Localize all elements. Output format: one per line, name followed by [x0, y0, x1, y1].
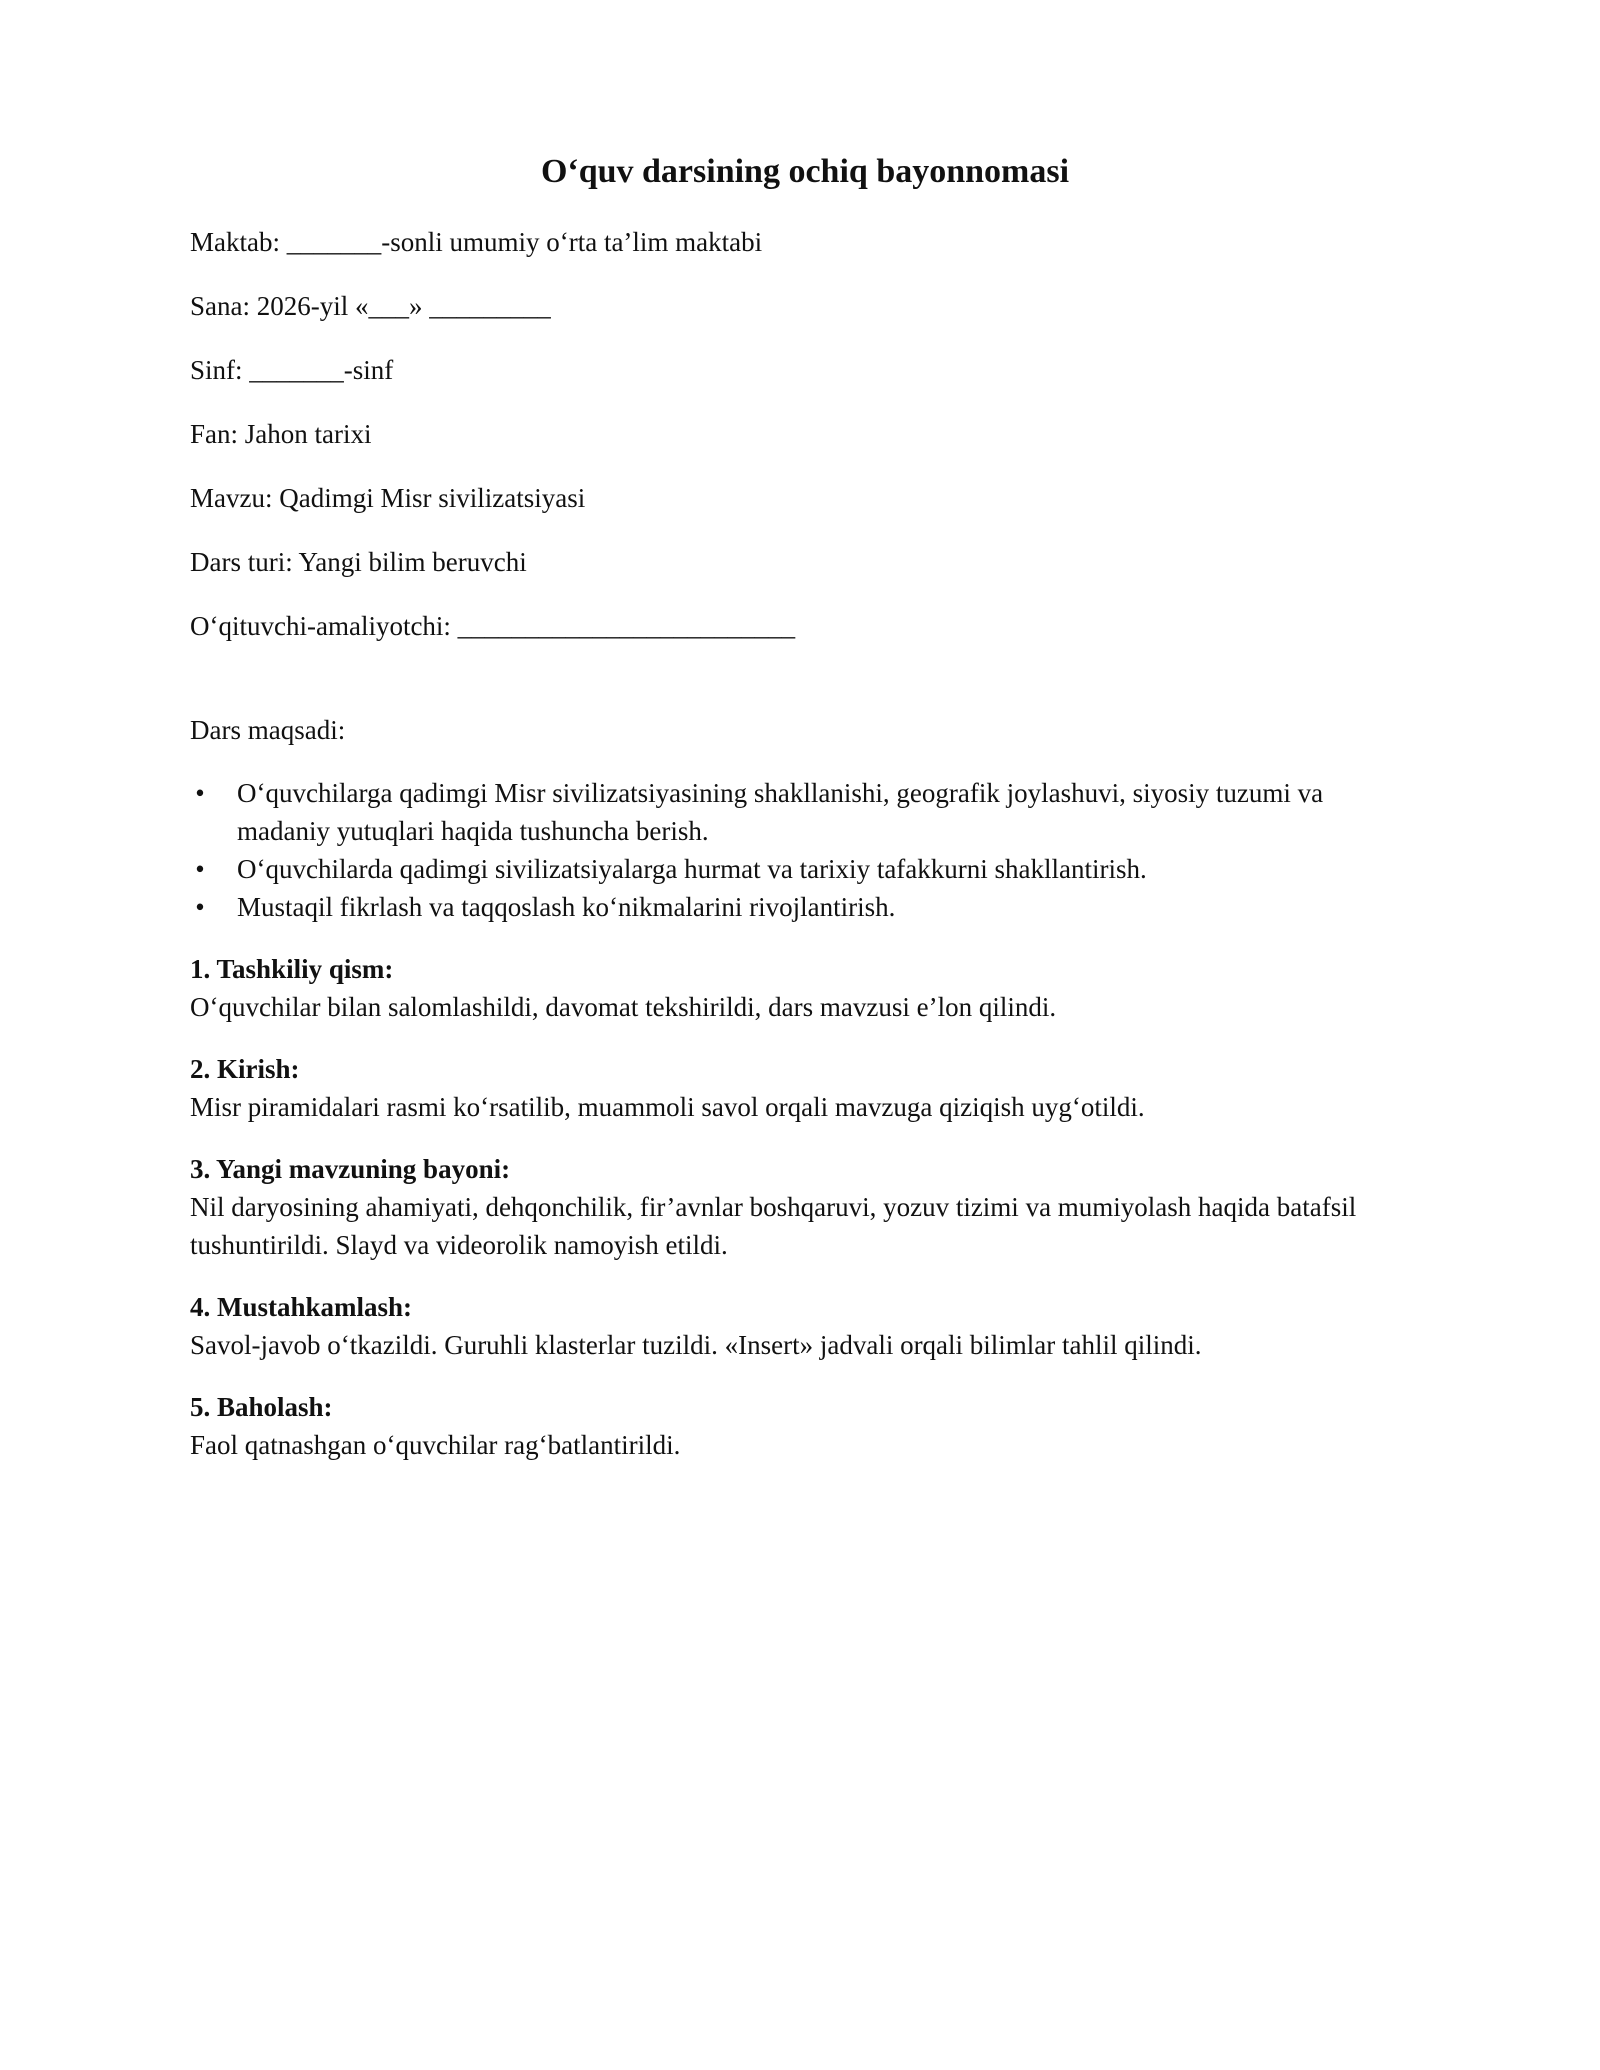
document-content: [190, 150, 1420, 1488]
field-date: Sana: 2026-yil «___» _________: [190, 291, 551, 321]
section-reinforcement: [190, 1288, 1420, 1364]
goal-item: [190, 888, 1420, 926]
document-title: O‘quv darsining ochiq bayonnomasi: [540, 153, 1070, 190]
field-class: Sinf: _______-sinf: [190, 355, 394, 385]
goal-item: [190, 774, 1420, 850]
section-heading: 2. Kirish:: [190, 1054, 300, 1084]
section-body: O‘quvchilar bilan salomlashildi, davomat tekshirildi, dars mavzusi e’lon qilindi.: [190, 992, 1057, 1022]
section-heading: 1. Tashkiliy qism:: [190, 954, 394, 984]
section-new-topic: [190, 1150, 1420, 1264]
goal-item: [190, 850, 1420, 888]
section-organizational: [190, 950, 1420, 1026]
bullet-icon: •: [195, 854, 205, 884]
section-body: Faol qatnashgan o‘quvchilar rag‘batlantirildi.: [190, 1430, 681, 1460]
section-introduction: [190, 1050, 1420, 1126]
field-trainee-teacher: O‘qituvchi-amaliyotchi: _________________________: [190, 611, 796, 641]
section-heading: 4. Mustahkamlash:: [190, 1292, 413, 1322]
section-body: Nil daryosining ahamiyati, dehqonchilik, fir’avnlar boshqaruvi, yozuv tizimi va mumiyolash haqida batafsil tushuntirildi. Slayd va videorolik namoyish etildi.: [190, 1192, 1357, 1260]
goals-list: [190, 774, 1420, 926]
section-heading: 3. Yangi mavzuning bayoni:: [190, 1154, 511, 1184]
bullet-icon: •: [195, 892, 205, 922]
field-subject: Fan: Jahon tarixi: [190, 419, 372, 449]
section-heading: 5. Baholash:: [190, 1392, 333, 1422]
section-body: Savol-javob o‘tkazildi. Guruhli klasterlar tuzildi. «Insert» jadvali orqali bilimlar tahlil qilindi.: [190, 1330, 1202, 1360]
bullet-icon: •: [195, 778, 205, 808]
goal-text: O‘quvchilarda qadimgi sivilizatsiyalarga hurmat va tarixiy tafakkurni shakllantirish.: [237, 854, 1147, 884]
spacer: [190, 672, 1420, 712]
goal-text: Mustaqil fikrlash va taqqoslash ko‘nikmalarini rivojlantirish.: [237, 892, 896, 922]
field-school: Maktab: _______-sonli umumiy o‘rta ta’lim maktabi: [190, 227, 763, 257]
section-assessment: [190, 1388, 1420, 1464]
field-topic: Mavzu: Qadimgi Misr sivilizatsiyasi: [190, 483, 586, 513]
section-body: Misr piramidalari rasmi ko‘rsatilib, muammoli savol orqali mavzuga qiziqish uyg‘otildi.: [190, 1092, 1145, 1122]
goal-text: O‘quvchilarga qadimgi Misr sivilizatsiyasining shakllanishi, geografik joylashuvi, siyosiy tuzumi va madaniy yutuqlari haqida tushuncha berish.: [237, 778, 1324, 846]
field-lesson-type: Dars turi: Yangi bilim beruvchi: [190, 547, 527, 577]
goals-label: Dars maqsadi:: [190, 715, 346, 745]
